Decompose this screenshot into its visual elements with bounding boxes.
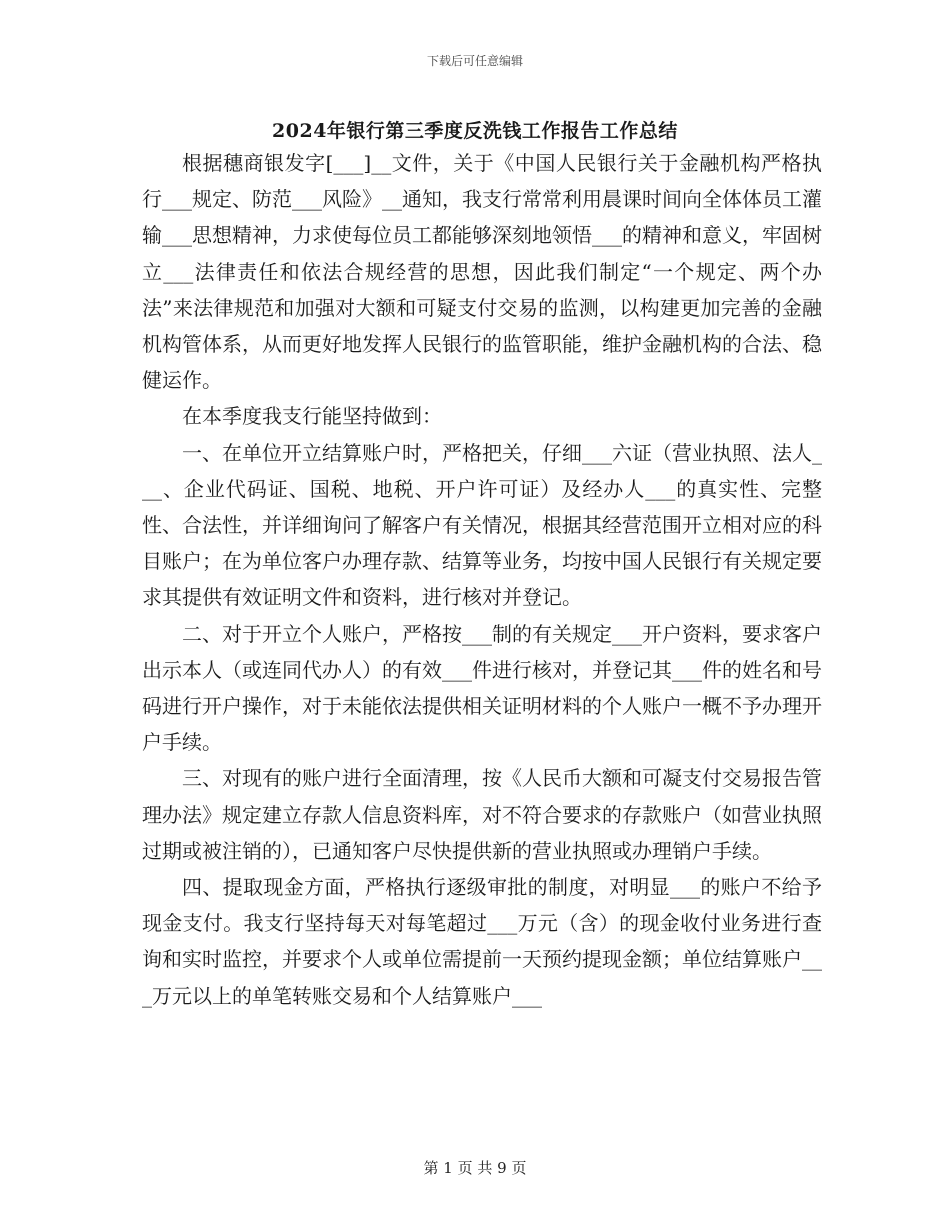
paragraph-item-4: 四、提取现金方面，严格执行逐级审批的制度，对明显___的账户不给予现金支付。我支行坚持每天对每笔超过___万元（含）的现金收付业务进行查询和实时监控，并要求个人或单位需提前一天预约提现金额；单位结算账户___万元以上的单笔转账交易和个人结算账户___ bbox=[142, 875, 822, 1008]
download-note: 下载后可任意编辑 bbox=[426, 54, 523, 68]
paragraph-intro: 根据穗商银发字[___]__文件，关于《中国人民银行关于金融机构严格执行___规定、防范___风险》__通知，我支行常常利用晨课时间向全体体员工灌输___思想精神，力求使每位员工都能够深刻地领悟___的精神和意义，牢固树立___法律责任和依法合规经营的思想，因此我们制定“一个规定、两个办法”来法律规范和加强对大额和可疑支付交易的监测，以构建更加完善的金融机构管体系，从而更好地发挥人民银行的监管职能，维护金融机构的合法、稳健运作。 bbox=[142, 151, 822, 393]
paragraph-item-1: 一、在单位开立结算账户时，严格把关，仔细___六证（营业执照、法人___、企业代码证、国税、地税、开户许可证）及经办人___的真实性、完整性、合法性，并详细询问了解客户有关情况，根据其经营范围开立相对应的科目账户；在为单位客户办理存款、结算等业务，均按中国人民银行有关规定要求其提供有效证明文件和资料，进行核对并登记。 bbox=[142, 440, 822, 610]
paragraph-item-2: 二、对于开立个人账户，严格按___制的有关规定___开户资料，要求客户出示本人（或连同代办人）的有效___件进行核对，并登记其___件的姓名和号码进行开户操作，对于未能依法提供相关证明材料的个人账户一概不予办理开户手续。 bbox=[142, 621, 822, 755]
document-body bbox=[142, 145, 822, 1014]
page-indicator: 第 1 页 共 9 页 bbox=[423, 1159, 527, 1177]
paragraph-quarter-summary: 在本季度我支行能坚持做到： bbox=[182, 404, 442, 429]
document-title: 2024年银行第三季度反洗钱工作报告工作总结 bbox=[272, 120, 678, 142]
paragraph-item-3: 三、对现有的账户进行全面清理，按《人民币大额和可凝支付交易报告管理办法》规定建立存款人信息资料库，对不符合要求的存款账户（如营业执照过期或被注销的），已通知客户尽快提供新的营业执照或办理销户手续。 bbox=[142, 766, 822, 863]
